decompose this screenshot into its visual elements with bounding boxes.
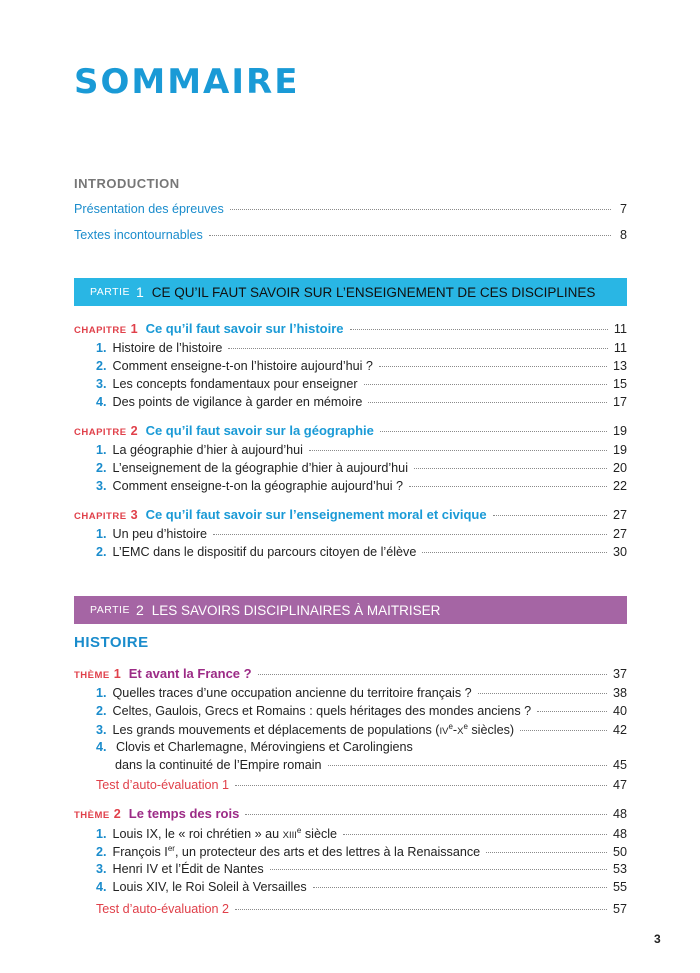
test-page: 47	[612, 778, 627, 792]
chapter-label: CHAPITRE	[74, 511, 127, 522]
leader-dots	[478, 693, 607, 694]
partie-label: PARTIE	[90, 604, 130, 616]
toc-entry[interactable]	[96, 704, 627, 718]
toc-entry-label: La géographie d’hier à aujourd’hui	[112, 443, 303, 457]
leader-dots	[537, 711, 607, 712]
leader-dots	[520, 730, 607, 731]
toc-entry-label: dans la continuité de l’Empire romain	[115, 758, 322, 772]
test-page: 57	[612, 902, 627, 916]
toc-entry-page: 48	[612, 827, 627, 842]
toc-entry-page: 40	[612, 704, 627, 718]
toc-entry-page: 15	[612, 377, 627, 391]
toc-entry-page: 50	[612, 845, 627, 860]
toc-entry-label: Les concepts fondamentaux pour enseigner	[112, 377, 358, 391]
toc-entry[interactable]	[96, 443, 627, 457]
chapter-title: Ce qu’il faut savoir sur l’histoire	[145, 321, 344, 336]
item-number: 2.	[96, 359, 107, 373]
toc-entry-page: 22	[612, 479, 627, 493]
leader-dots	[209, 235, 611, 236]
item-number: 4.	[96, 880, 107, 894]
chapter-entry[interactable]	[74, 507, 627, 522]
leader-dots	[380, 431, 607, 432]
item-number: 1.	[96, 341, 107, 355]
chapter-number: 1	[130, 322, 138, 336]
item-number: 3.	[96, 377, 107, 391]
chapter-page: 27	[612, 508, 627, 522]
toc-entry-label: Quelles traces d’une occupation ancienne du territoire français ?	[112, 686, 472, 700]
theme-number: 1	[113, 667, 121, 681]
chapter-label: CHAPITRE	[74, 325, 127, 336]
leader-dots	[313, 887, 607, 888]
toc-entry-label: Celtes, Gaulois, Grecs et Romains : quels héritages des mondes anciens ?	[112, 704, 532, 718]
item-number: 2.	[96, 461, 107, 475]
toc-entry[interactable]	[96, 880, 627, 894]
item-number: 2.	[96, 704, 107, 718]
toc-entry-page: 38	[612, 686, 627, 700]
leader-dots	[245, 814, 607, 815]
leader-dots	[230, 209, 611, 210]
leader-dots	[235, 909, 607, 910]
item-number: 3.	[96, 862, 107, 876]
leader-dots	[379, 366, 607, 367]
item-number: 4.	[96, 395, 107, 409]
leader-dots	[309, 450, 607, 451]
toc-entry-label: Louis IX, le « roi chrétien » au XIIIe siècle	[112, 826, 338, 842]
toc-entry[interactable]	[96, 359, 627, 373]
leader-dots	[258, 674, 607, 675]
item-number: 1.	[96, 827, 107, 842]
toc-entry-label: Les grands mouvements et déplacements de populations (IVe-Xe siècles)	[112, 722, 515, 738]
toc-entry[interactable]	[96, 461, 627, 475]
partie-title: CE QU’IL FAUT SAVOIR SUR L’ENSEIGNEMENT DE CES DISCIPLINES	[151, 284, 596, 300]
chapter-entry[interactable]	[74, 423, 627, 438]
toc-entry-label: Comment enseigne-t-on l’histoire aujourd’hui ?	[112, 359, 373, 373]
chapter-page: 11	[613, 322, 627, 336]
test-label: Test d’auto-évaluation 1	[96, 778, 230, 792]
partie-title: LES SAVOIRS DISCIPLINAIRES À MAITRISER	[151, 602, 441, 618]
theme-label: THÈME	[74, 670, 110, 681]
leader-dots	[328, 765, 607, 766]
leader-dots	[270, 869, 607, 870]
chapter-entry[interactable]	[74, 321, 627, 336]
theme-label: THÈME	[74, 810, 110, 821]
theme-page: 37	[612, 667, 627, 681]
toc-entry-label: Clovis et Charlemagne, Mérovingiens et Carolingiens	[116, 740, 413, 754]
toc-entry-page: 20	[612, 461, 627, 475]
partie-label: PARTIE	[90, 286, 130, 298]
theme-title: Et avant la France ?	[128, 666, 252, 681]
leader-dots	[213, 534, 607, 535]
item-number: 2.	[96, 845, 107, 860]
item-number: 4.	[96, 740, 107, 754]
toc-entry[interactable]	[96, 686, 627, 700]
chapter-label: CHAPITRE	[74, 427, 127, 438]
leader-dots	[228, 348, 608, 349]
item-number: 1.	[96, 527, 107, 541]
partie-1-banner[interactable]	[74, 278, 627, 306]
toc-entry-label: L’EMC dans le dispositif du parcours citoyen de l’élève	[112, 545, 417, 559]
toc-entry[interactable]	[115, 758, 627, 772]
toc-entry[interactable]	[96, 395, 627, 409]
theme-number: 2	[113, 807, 121, 821]
toc-entry-label: Louis XIV, le Roi Soleil à Versailles	[112, 880, 307, 894]
toc-entry-page: 27	[612, 527, 627, 541]
toc-entry-label: Un peu d’histoire	[112, 527, 208, 541]
item-number: 1.	[96, 443, 107, 457]
leader-dots	[343, 834, 607, 835]
leader-dots	[493, 515, 607, 516]
toc-entry[interactable]	[96, 862, 627, 876]
toc-entry[interactable]	[96, 479, 627, 493]
toc-entry-page: 30	[612, 545, 627, 559]
toc-entry[interactable]	[74, 202, 627, 216]
chapter-page: 19	[612, 424, 627, 438]
toc-entry-page: 13	[612, 359, 627, 373]
toc-entry-label: Textes incontournables	[74, 228, 203, 242]
toc-entry-label: Présentation des épreuves	[74, 202, 224, 216]
section-heading-histoire: HISTOIRE	[74, 634, 149, 651]
partie-number: 2	[135, 602, 144, 618]
page-title: SOMMAIRE	[74, 62, 300, 102]
toc-entry-label: Des points de vigilance à garder en mémoire	[112, 395, 363, 409]
toc-entry[interactable]	[96, 545, 627, 559]
toc-entry-page: 42	[612, 723, 627, 738]
toc-entry-page: 17	[612, 395, 627, 409]
page-number: 3	[654, 932, 661, 946]
leader-dots	[368, 402, 607, 403]
leader-dots	[422, 552, 607, 553]
theme-title: Le temps des rois	[128, 806, 240, 821]
theme-entry[interactable]	[74, 806, 627, 821]
toc-entry[interactable]	[96, 341, 627, 355]
leader-dots	[414, 468, 607, 469]
item-number: 3.	[96, 479, 107, 493]
toc-entry[interactable]	[96, 722, 627, 737]
toc-entry-page: 8	[619, 228, 627, 242]
toc-entry[interactable]	[96, 377, 627, 391]
chapter-title: Ce qu’il faut savoir sur l’enseignement moral et civique	[145, 507, 487, 522]
test-entry[interactable]	[96, 778, 627, 792]
toc-entry-label: L’enseignement de la géographie d’hier à aujourd’hui	[112, 461, 408, 475]
toc-entry-page: 45	[612, 758, 627, 772]
leader-dots	[486, 852, 607, 853]
toc-entry[interactable]	[96, 826, 627, 841]
toc-entry-page: 55	[612, 880, 627, 894]
leader-dots	[235, 785, 607, 786]
partie-2-banner[interactable]	[74, 596, 627, 624]
test-entry[interactable]	[96, 902, 627, 916]
toc-entry-label: Comment enseigne-t-on la géographie aujourd’hui ?	[112, 479, 404, 493]
leader-dots	[350, 329, 608, 330]
toc-entry-page: 19	[612, 443, 627, 457]
theme-page: 48	[612, 807, 627, 821]
toc-entry-page: 11	[613, 341, 627, 355]
toc-entry-label: François Ier, un protecteur des arts et des lettres à la Renaissance	[112, 844, 481, 860]
chapter-title: Ce qu’il faut savoir sur la géographie	[145, 423, 374, 438]
chapter-number: 2	[130, 424, 138, 438]
toc-entry-page: 53	[612, 862, 627, 876]
leader-dots	[409, 486, 607, 487]
leader-dots	[364, 384, 607, 385]
toc-entry-label: Henri IV et l’Édit de Nantes	[112, 862, 264, 876]
item-number: 2.	[96, 545, 107, 559]
toc-entry-page: 7	[619, 202, 627, 216]
chapter-number: 3	[130, 508, 138, 522]
toc-entry[interactable]	[96, 844, 627, 859]
toc-entry[interactable]	[74, 228, 627, 242]
item-number: 3.	[96, 723, 107, 738]
theme-entry[interactable]	[74, 666, 627, 681]
introduction-heading: INTRODUCTION	[74, 176, 180, 191]
toc-entry-line1[interactable]	[96, 740, 413, 754]
test-label: Test d’auto-évaluation 2	[96, 902, 230, 916]
partie-number: 1	[135, 284, 144, 300]
toc-entry-label: Histoire de l’histoire	[112, 341, 223, 355]
item-number: 1.	[96, 686, 107, 700]
toc-entry[interactable]	[96, 527, 627, 541]
